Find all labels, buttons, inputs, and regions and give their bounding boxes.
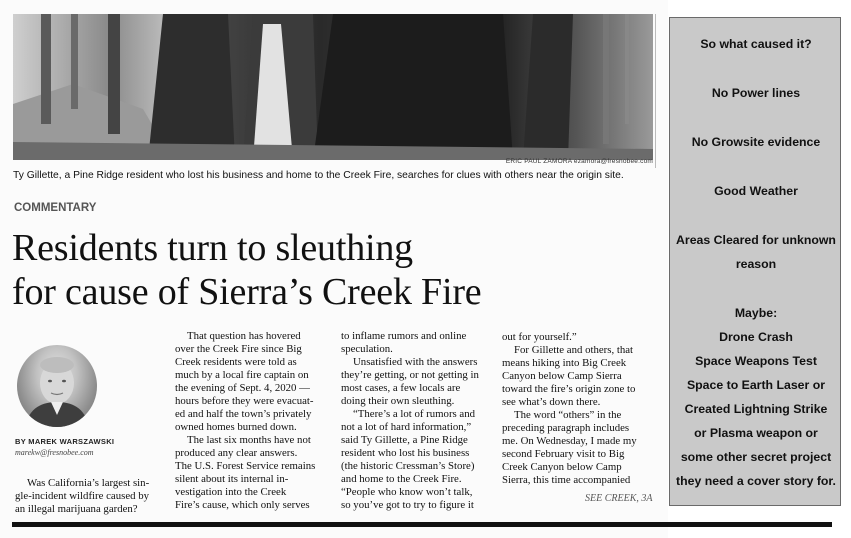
byline: BY MAREK WARSZAWSKI — [15, 437, 115, 446]
body-line: second February visit to Big — [502, 448, 625, 460]
body-line: Canyon below Camp Sierra — [502, 370, 622, 382]
headline-line: Residents turn to sleuthing — [12, 227, 413, 269]
author-portrait-icon — [17, 345, 97, 427]
body-line: “There’s a lot of rumors and — [353, 408, 476, 420]
panel-point: Space to Earth Laser or — [686, 378, 826, 392]
panel-point: No Growsite evidence — [691, 135, 821, 149]
burned-trees-illustration — [13, 14, 653, 160]
body-line: preceding paragraph includes — [502, 422, 630, 434]
body-line: speculation. — [341, 343, 393, 355]
body-line: (the historic Cressman’s Store) — [341, 460, 475, 472]
body-line: silent about its internal in- — [175, 473, 289, 485]
article-column-4 — [502, 331, 660, 487]
body-line: doing their own sleuthing. — [341, 395, 455, 407]
body-line: produced any clear answers. — [175, 447, 298, 459]
headline-line: for cause of Sierra’s Creek Fire — [12, 271, 482, 313]
headline — [12, 226, 662, 314]
body-line: Creek Canyon below Camp — [502, 461, 622, 473]
body-line: Fire’s cause, which only serves — [175, 499, 310, 511]
photo-caption: Ty Gillette, a Pine Ridge resident who lost his business and home to the Creek Fire, searches for clues with others near the origin site. — [13, 170, 624, 181]
panel-heading: Maybe: — [734, 306, 778, 320]
body-line: to inflame rumors and online — [341, 330, 467, 342]
section-kicker: COMMENTARY — [14, 202, 97, 214]
panel-point: Good Weather — [714, 184, 798, 198]
body-line: hours before they were evacuat- — [175, 395, 314, 407]
body-line: Was California’s largest sin- — [27, 477, 150, 489]
photo-edge-rule — [655, 14, 656, 168]
body-line: an illegal marijuana garden? — [15, 503, 138, 515]
panel-question: So what caused it? — [700, 37, 812, 51]
body-line: out for yourself.” — [502, 331, 577, 343]
photo-credit: ERIC PAUL ZAMORA ezamora@fresnobee.com — [505, 158, 653, 165]
panel-point: Space Weapons Test — [695, 354, 817, 368]
panel-point: Created Lightning Strike — [684, 402, 828, 416]
body-line: toward the fire’s origin zone to — [502, 383, 636, 395]
panel-point: Drone Crash — [719, 330, 793, 344]
panel-point: they need a cover story for. — [676, 474, 836, 488]
body-line: and home to the Creek Fire. — [341, 473, 462, 485]
body-line: not a lot of hard information,” — [341, 421, 472, 433]
body-line: they’re getting, or not getting in — [341, 369, 479, 381]
fire-site-photo — [13, 14, 653, 160]
body-line: so you’ve got to try to figure it — [341, 499, 474, 511]
page-bottom-rule — [12, 522, 832, 527]
body-line: “People who know won’t talk, — [341, 486, 473, 498]
body-line: me. On Wednesday, I made my — [502, 435, 637, 447]
annotation-panel — [669, 17, 841, 506]
continued-jump-line: SEE CREEK, 3A — [585, 493, 653, 504]
author-email: marekw@fresnobee.com — [15, 448, 94, 457]
body-line: most cases, a few locals are — [341, 382, 461, 394]
article-column-3 — [341, 330, 496, 512]
body-line: That question has hovered — [187, 330, 301, 342]
body-line: For Gillette and others, that — [514, 344, 634, 356]
body-line: much by a local fire captain on — [175, 369, 309, 381]
body-line: Sierra, this time accompanied — [502, 474, 631, 486]
body-line: Unsatisfied with the answers — [353, 356, 478, 368]
body-line: The U.S. Forest Service remains — [175, 460, 316, 472]
panel-point: some other secret project — [680, 450, 832, 464]
panel-point: Areas Cleared for unknown — [676, 233, 836, 247]
panel-point: or Plasma weapon or — [694, 426, 818, 440]
body-line: Creek residents were told as — [175, 356, 297, 368]
body-line: means hiking into Big Creek — [502, 357, 627, 369]
body-line: The word “others” in the — [514, 409, 622, 421]
article-column-2 — [175, 330, 335, 512]
panel-point: No Power lines — [711, 86, 801, 100]
body-line: resident who lost his business — [341, 447, 470, 459]
body-line: over the Creek Fire since Big — [175, 343, 302, 355]
body-line: said Ty Gillette, a Pine Ridge — [341, 434, 468, 446]
body-line: The last six months have not — [187, 434, 311, 446]
body-line: the evening of Sept. 4, 2020 — — [175, 382, 310, 394]
body-line: vestigation into the Creek — [175, 486, 287, 498]
author-avatar — [17, 345, 97, 427]
body-line: ed and half the town’s privately — [175, 408, 312, 420]
panel-point: reason — [735, 257, 777, 271]
body-line: owned homes burned down. — [175, 421, 297, 433]
body-line: gle-incident wildfire caused by — [15, 490, 150, 502]
article-column-1 — [15, 477, 165, 516]
body-line: see what’s down there. — [502, 396, 601, 408]
